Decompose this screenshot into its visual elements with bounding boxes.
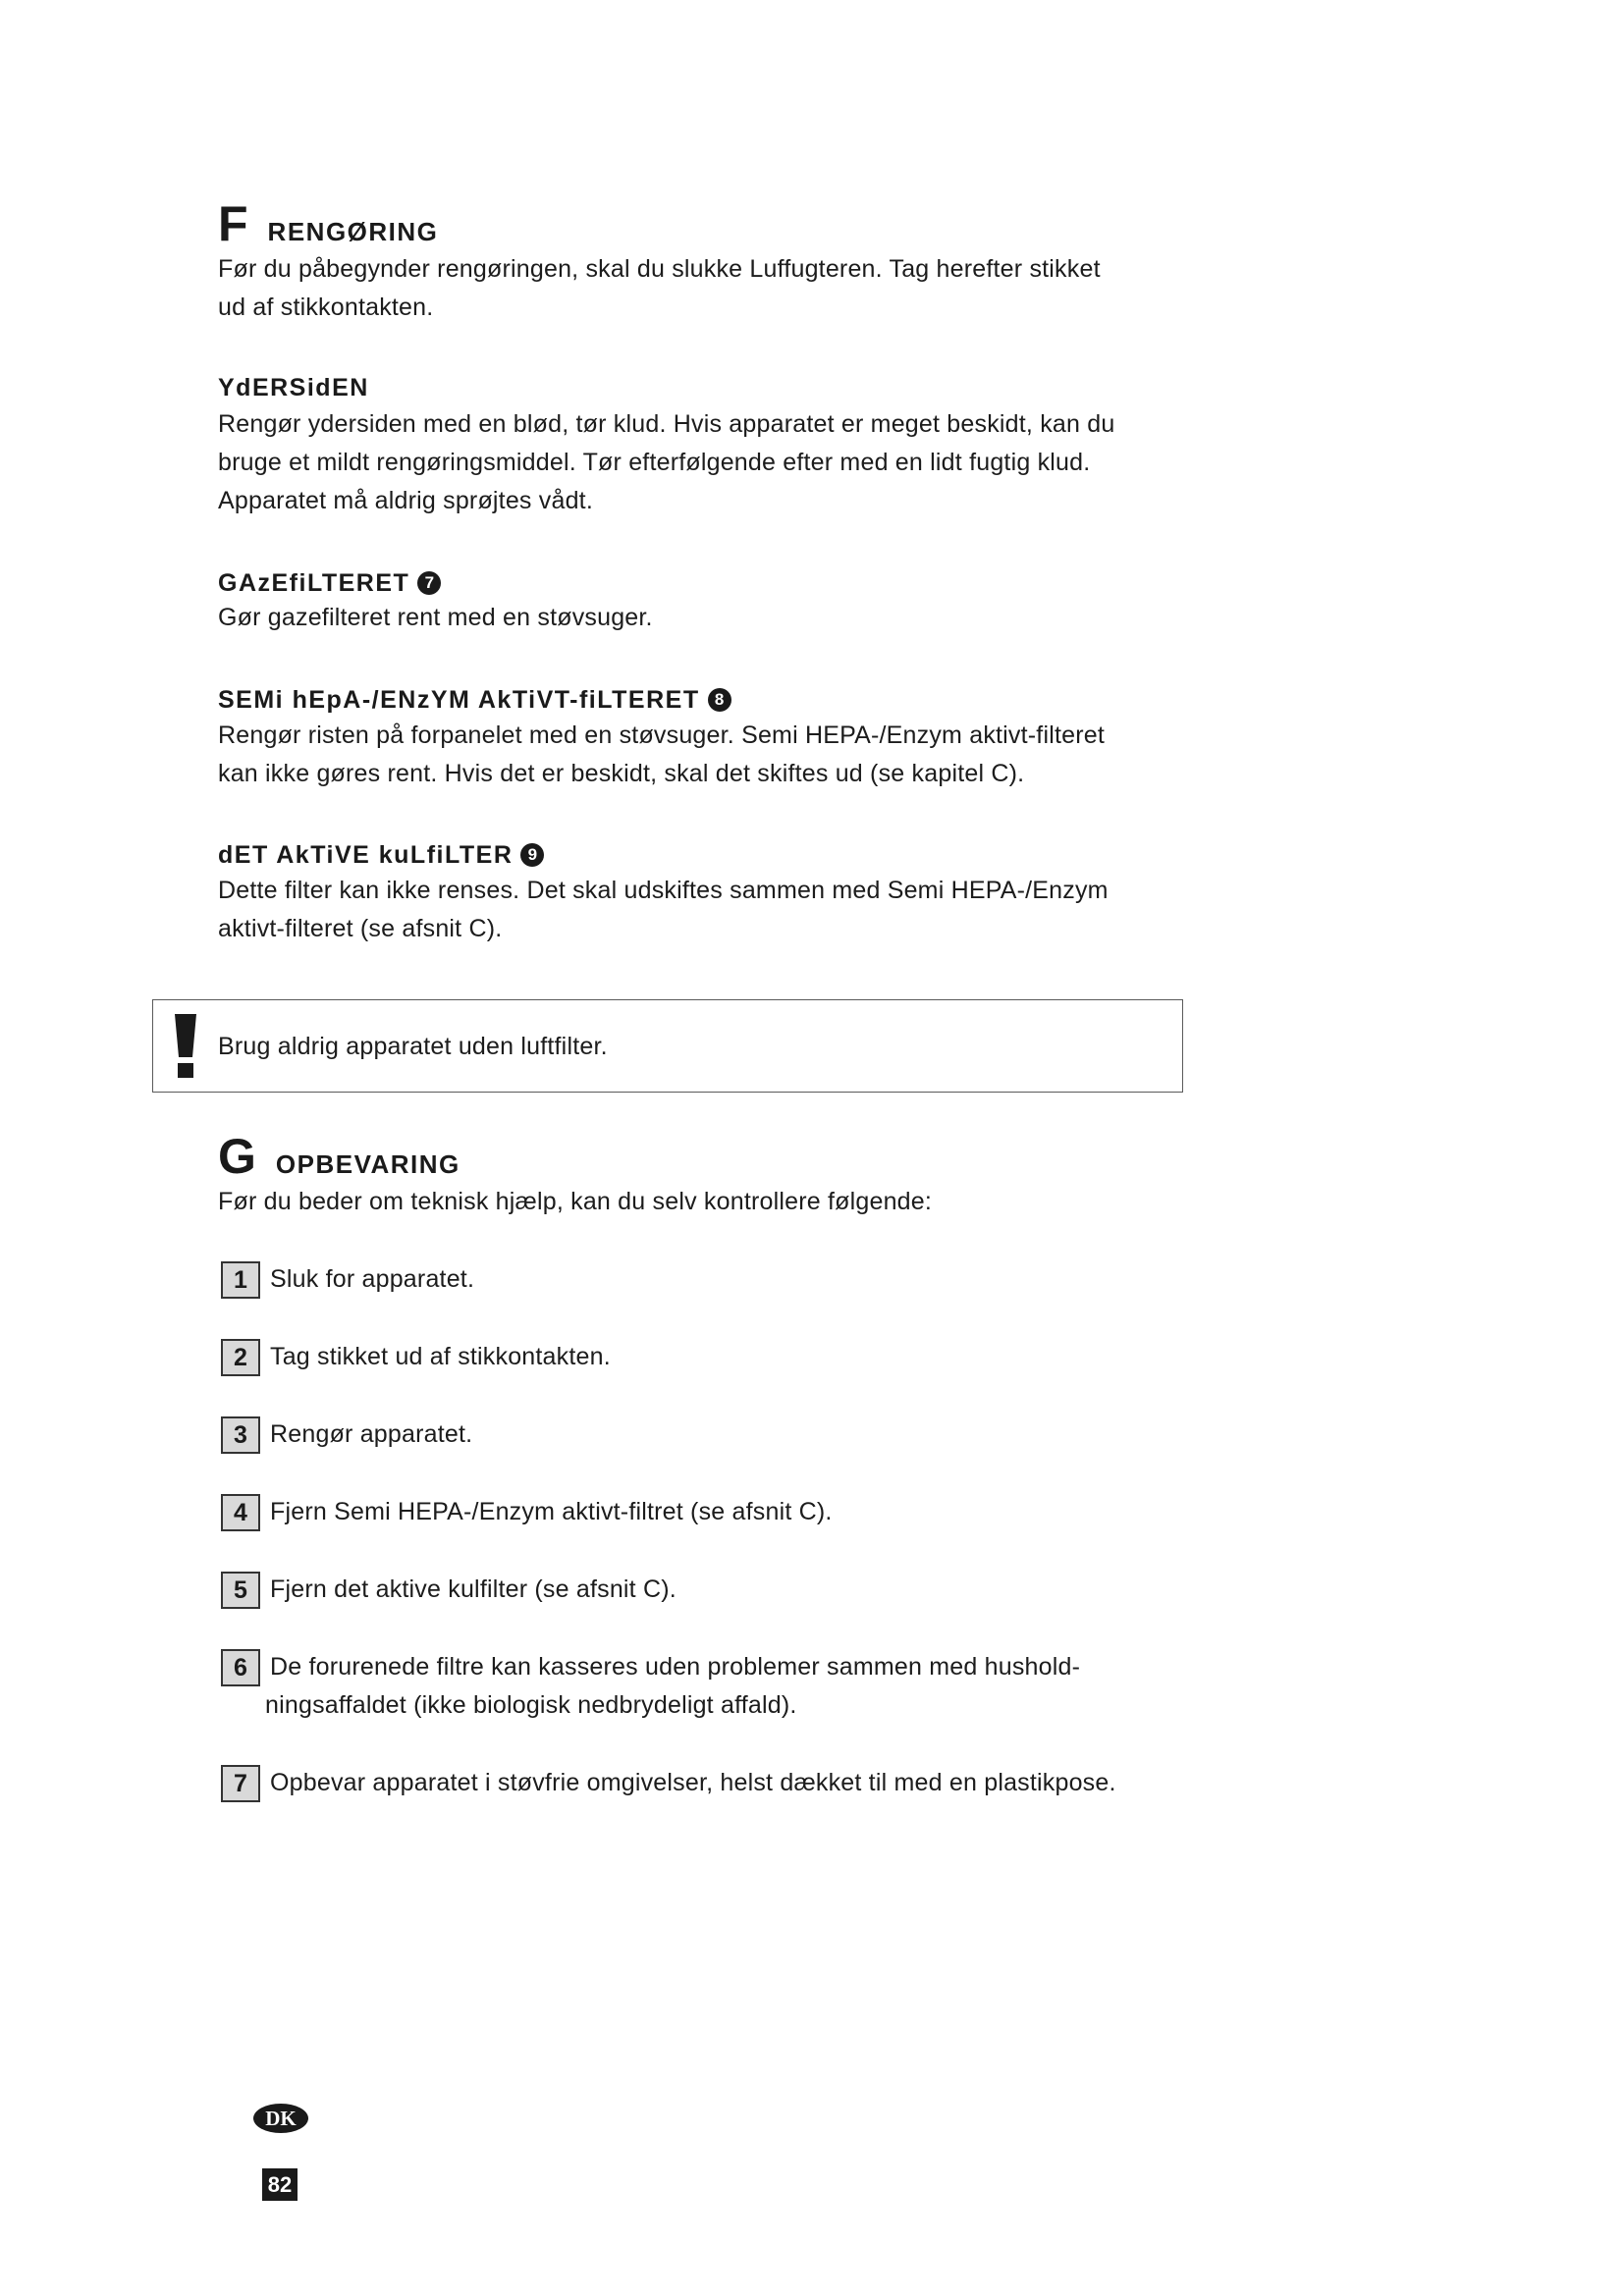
- kulfilter-heading: [218, 840, 544, 870]
- semi-hepa-body: [218, 717, 1105, 793]
- reference-number-badge: 7: [417, 571, 441, 595]
- step-number-box: 4: [221, 1494, 260, 1531]
- section-f-intro: [218, 250, 1101, 327]
- section-f-heading: [218, 196, 439, 251]
- step-number-box: 3: [221, 1416, 260, 1454]
- ydersiden-body: [218, 405, 1114, 520]
- step-text: [270, 1415, 1213, 1454]
- text-line: Apparatet må aldrig sprøjtes vådt.: [218, 487, 593, 514]
- text-line: Fjern Semi HEPA-/Enzym aktivt-filtret (se afsnit C).: [270, 1498, 833, 1525]
- section-title: OPBEVARING: [275, 1149, 460, 1179]
- semi-hepa-heading: [218, 685, 731, 715]
- text-line: Gør gazefilteret rent med en støvsuger.: [218, 604, 653, 631]
- text-line: Fjern det aktive kulfilter (se afsnit C).: [270, 1575, 677, 1603]
- heading-text: dET AkTiVE kuLfiLTER: [218, 841, 514, 869]
- section-letter: G: [218, 1129, 256, 1184]
- section-letter: F: [218, 196, 248, 251]
- text-line: aktivt-filteret (se afsnit C).: [218, 915, 503, 942]
- step-number-box: 6: [221, 1649, 260, 1686]
- gazefilteret-body: [218, 599, 653, 637]
- text-line: Før du påbegynder rengøringen, skal du slukke Luffugteren. Tag herefter stikket: [218, 255, 1101, 283]
- text-line: Dette filter kan ikke renses. Det skal udskiftes sammen med Semi HEPA-/Enzym: [218, 877, 1109, 904]
- text-line: Sluk for apparatet.: [270, 1265, 475, 1293]
- reference-number-badge: 9: [520, 843, 544, 867]
- text-line: Tag stikket ud af stikkontakten.: [270, 1343, 611, 1370]
- step-number-box: 1: [221, 1261, 260, 1299]
- text-line: Rengør apparatet.: [270, 1420, 473, 1448]
- section-g-heading: [218, 1129, 460, 1184]
- step-number-box: 7: [221, 1765, 260, 1802]
- step-text: [265, 1648, 1213, 1725]
- section-title: RENGØRING: [267, 217, 439, 246]
- ydersiden-heading: [218, 373, 369, 402]
- text-line: ud af stikkontakten.: [218, 294, 434, 321]
- text-line: kan ikke gøres rent. Hvis det er beskidt, skal det skiftes ud (se kapitel C).: [218, 760, 1025, 787]
- reference-number-badge: 8: [708, 688, 731, 712]
- heading-text: GAzEfiLTERET: [218, 569, 410, 597]
- step-text: [270, 1571, 1213, 1609]
- warning-text: Brug aldrig apparatet uden luftfilter.: [218, 1033, 608, 1060]
- heading-text: SEMi hEpA-/ENzYM AkTiVT-fiLTERET: [218, 686, 700, 714]
- gazefilteret-heading: [218, 568, 441, 598]
- text-line: Rengør ydersiden med en blød, tør klud. Hvis apparatet er meget beskidt, kan du: [218, 410, 1115, 438]
- heading-text: YdERSidEN: [218, 374, 369, 401]
- country-badge: DK: [253, 2104, 308, 2133]
- step-text: [270, 1338, 1213, 1376]
- text-line: De forurenede filtre kan kasseres uden problemer sammen med hushold-: [270, 1653, 1081, 1681]
- text-line: ningsaffaldet (ikke biologisk nedbrydeligt affald).: [265, 1691, 797, 1719]
- kulfilter-body: [218, 872, 1109, 948]
- step-number-box: 2: [221, 1339, 260, 1376]
- exclamation-icon: [173, 1014, 198, 1079]
- page-number: 82: [262, 2168, 298, 2201]
- text-line: Opbevar apparatet i støvfrie omgivelser, helst dækket til med en plastikpose.: [270, 1769, 1116, 1796]
- section-g-intro: Før du beder om teknisk hjælp, kan du selv kontrollere følgende:: [218, 1188, 933, 1215]
- step-number-box: 5: [221, 1572, 260, 1609]
- text-line: Rengør risten på forpanelet med en støvsuger. Semi HEPA-/Enzym aktivt-filteret: [218, 721, 1105, 749]
- step-text: [270, 1764, 1213, 1802]
- step-text: [270, 1260, 1213, 1299]
- step-text: [270, 1493, 1213, 1531]
- text-line: bruge et mildt rengøringsmiddel. Tør efterfølgende efter med en lidt fugtig klud.: [218, 449, 1091, 476]
